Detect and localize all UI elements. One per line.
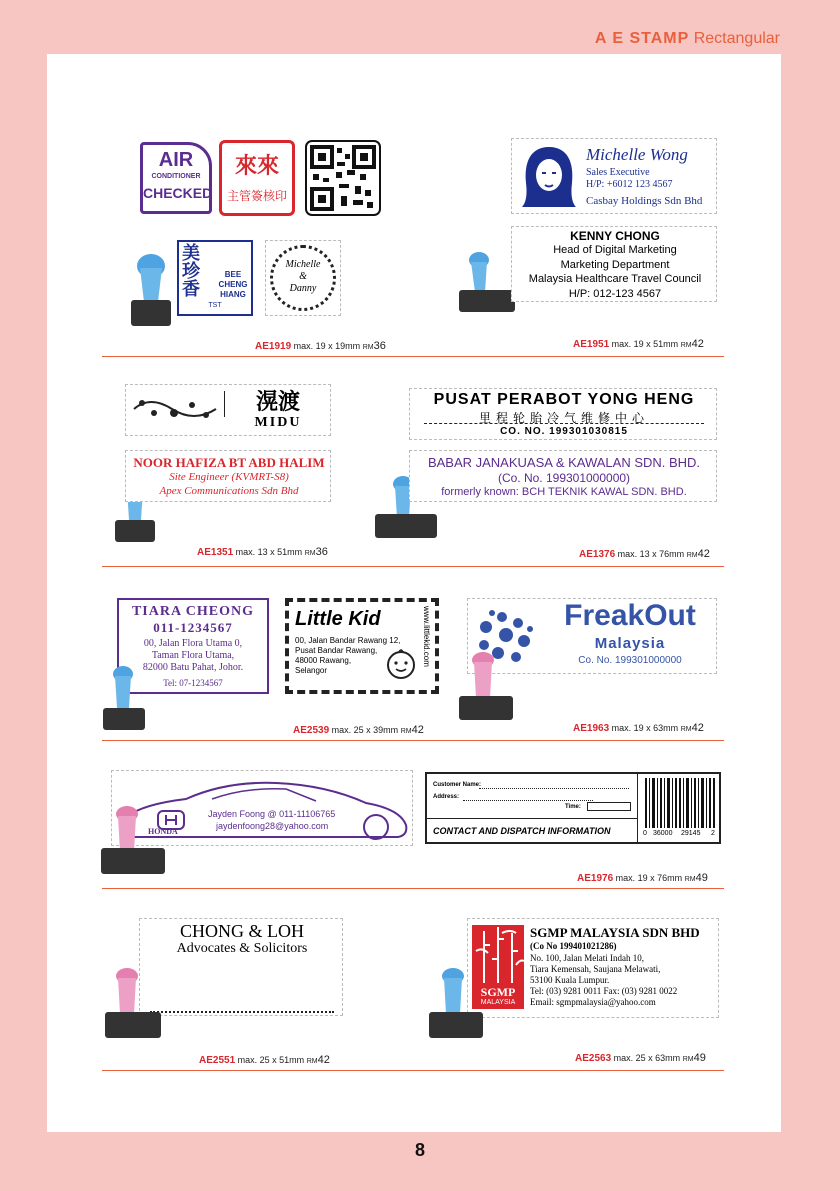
chongloh-sub: Advocates & Solicitors xyxy=(176,941,308,956)
stamp-kenny-chong xyxy=(511,226,717,302)
barcode-digit-lead: 0 xyxy=(643,830,647,837)
sgmp-co-no: (Co No 199401021286) xyxy=(530,941,617,951)
tiara-addr2: Taman Flora Utama, xyxy=(151,650,235,661)
barcode-digits-right: 29145 xyxy=(681,830,701,837)
caption-ae1919: AE1919 max. 19 x 19mm RM36 xyxy=(255,340,386,352)
customer-name-label: Customer Name: xyxy=(433,782,482,788)
checked-text: CHECKED xyxy=(143,185,213,201)
stamp-handle-blue xyxy=(99,664,151,734)
barcode-digit-check: 2 xyxy=(711,830,715,837)
stamp-michelle-danny-round xyxy=(265,240,341,316)
conditioner-text: CONDITIONER xyxy=(151,173,201,180)
littlekid-addr1: 00, Jalan Bandar Rawang 12, xyxy=(295,636,401,645)
barcode-icon xyxy=(645,778,715,828)
littlekid-addr2: Pusat Bandar Rawang, xyxy=(295,646,378,655)
page-number: 8 xyxy=(414,1140,425,1160)
stamp-handle-pink xyxy=(99,804,169,878)
michelle-text: Michelle xyxy=(285,259,321,270)
sgmp-email: Email: sgmpmalaysia@yahoo.com xyxy=(530,997,656,1007)
chongloh-name: CHONG & LOH xyxy=(180,921,304,941)
floral-ornament-icon xyxy=(130,391,220,427)
freakout-malaysia: Malaysia xyxy=(594,635,666,652)
stamp-bee-cheng-hiang: 美 珍 香 BEE CHENG HIANG TST xyxy=(177,240,253,316)
caption-ae1976: AE1976 max. 19 x 76mm RM49 xyxy=(577,872,708,884)
kenny-dept: Marketing Department xyxy=(560,259,670,271)
tiara-addr1: 00, Jalan Flora Utama 0, xyxy=(143,638,243,649)
stamp-midu xyxy=(125,384,331,436)
noor-title: Site Engineer (KVMRT-S8) xyxy=(169,471,289,483)
row-separator xyxy=(102,356,724,357)
baby-face-icon xyxy=(383,648,419,680)
babar-name: BABAR JANAKUASA & KAWALAN SDN. BHD. xyxy=(427,455,701,470)
little-kid-logo: Little Kid xyxy=(295,608,381,630)
stamp-chinese-red xyxy=(219,140,295,216)
sales-exec-text: Sales Executive xyxy=(586,167,650,178)
stamp-handle-blue xyxy=(125,250,177,330)
tiara-name: TIARA CHEONG xyxy=(131,604,255,619)
caption-ae1376: AE1376 max. 13 x 76mm RM42 xyxy=(579,548,710,560)
brand-name: A E STAMP xyxy=(594,30,690,47)
cheng-text: CHENG xyxy=(218,280,248,289)
sgmp-logo-text: SGMP xyxy=(480,985,516,999)
row-separator xyxy=(102,1070,724,1071)
babar-co-no: (Co. No. 199301000000) xyxy=(497,471,631,485)
sgmp-addr3: 53100 Kuala Lumpur. xyxy=(530,975,610,985)
honda-email: jaydenfoong28@yahoo.com xyxy=(216,821,329,831)
catalog-sheet xyxy=(47,54,781,1132)
stamp-chong-loh xyxy=(139,918,343,1016)
stamp-handle-blue xyxy=(459,250,515,316)
babar-formerly: formerly known: BCH TEKNIK KAWAL SDN. BHD. xyxy=(441,486,687,498)
caption-ae1351: AE1351 max. 13 x 51mm RM36 xyxy=(197,546,328,558)
stamp-qr-code xyxy=(305,140,381,216)
danny-text: Danny xyxy=(289,283,317,294)
stamp-michelle-wong xyxy=(511,138,717,214)
caption-ae2551: AE2551 max. 25 x 51mm RM42 xyxy=(199,1054,330,1066)
hiang-text: HIANG xyxy=(220,290,246,299)
row-separator xyxy=(102,888,724,889)
michelle-wong-name: Michelle Wong xyxy=(586,145,688,164)
stamp-handle-pink xyxy=(101,966,165,1042)
dispatch-title: CONTACT AND DISPATCH INFORMATION xyxy=(433,826,611,836)
sgmp-name: SGMP MALAYSIA SDN BHD xyxy=(530,925,700,940)
freakout-name: FreakOut xyxy=(564,599,696,632)
row-separator xyxy=(102,566,724,567)
stamp-noor-hafiza xyxy=(125,450,331,502)
caption-ae1951: AE1951 max. 19 x 51mm RM42 xyxy=(573,338,704,350)
sgmp-addr2: Tiara Kemensah, Saujana Melawati, xyxy=(530,964,661,974)
sgmp-tel: Tel: (03) 9281 0011 Fax: (03) 9281 0022 xyxy=(530,986,678,996)
chinese-title: 來來 xyxy=(234,153,279,178)
pusat-chinese: 里程轮胎冷气维修中心 xyxy=(478,411,649,425)
caption-ae2563: AE2563 max. 25 x 63mm RM49 xyxy=(575,1052,706,1064)
littlekid-addr3: 48000 Rawang, xyxy=(295,656,352,665)
barcode-digits-left: 36000 xyxy=(653,830,673,837)
amp-text: & xyxy=(299,271,307,282)
portrait-icon xyxy=(518,143,580,209)
stamp-sgmp xyxy=(467,918,719,1018)
tst-text: TST xyxy=(208,302,222,309)
stamp-babar-janakuasa xyxy=(409,450,717,502)
row-separator xyxy=(102,740,724,741)
stamp-little-kid xyxy=(285,598,439,694)
sgmp-addr1: No. 100, Jalan Melati Indah 10, xyxy=(530,953,644,963)
time-label: Time: xyxy=(565,804,581,810)
tiara-tel: Tel: 07-1234567 xyxy=(163,678,223,688)
tiara-addr3: 82000 Batu Pahat, Johor. xyxy=(142,662,244,673)
noor-company: Apex Communications Sdn Bhd xyxy=(159,485,299,497)
chinese-sub: 主管簽核印 xyxy=(226,189,287,203)
stamp-handle-pink xyxy=(457,650,515,724)
stamp-dispatch-info xyxy=(425,772,721,844)
sgmp-logo-malaysia: MALAYSIA xyxy=(480,999,516,1006)
stamp-pusat-perabot xyxy=(409,388,717,440)
kenny-phone: H/P: 012-123 4567 xyxy=(568,288,662,300)
michelle-phone: H/P: +6012 123 4567 xyxy=(586,179,673,190)
kenny-org: Malaysia Healthcare Travel Council xyxy=(528,273,702,285)
kenny-name: KENNY CHONG xyxy=(570,229,660,243)
tiara-phone: 011-1234567 xyxy=(153,620,233,635)
stamp-handle-blue xyxy=(427,966,485,1042)
casbay-text: Casbay Holdings Sdn Bhd xyxy=(586,195,703,207)
midu-chinese: 滉渡 xyxy=(255,389,300,414)
stamp-air-conditioner xyxy=(138,140,214,216)
noor-name: NOOR HAFIZA BT ABD HALIM xyxy=(133,455,325,470)
pusat-co-no: CO. NO. 199301030815 xyxy=(500,426,628,437)
kenny-title: Head of Digital Marketing xyxy=(553,244,677,256)
qr-code-icon xyxy=(305,140,381,216)
address-label: Address: xyxy=(433,794,460,800)
caption-ae1963: AE1963 max. 19 x 63mm RM42 xyxy=(573,722,704,734)
pusat-title: PUSAT PERABOT YONG HENG xyxy=(433,391,695,408)
bee-text: BEE xyxy=(224,270,242,279)
honda-text: HONDA xyxy=(148,827,178,836)
air-text: AIR xyxy=(158,149,194,171)
midu-text: MIDU xyxy=(254,415,302,430)
littlekid-addr4: Selangor xyxy=(295,666,328,675)
freakout-co-no: Co. No. 199301000000 xyxy=(578,655,682,666)
caption-ae2539: AE2539 max. 25 x 39mm RM42 xyxy=(293,724,424,736)
page-header xyxy=(595,30,780,48)
honda-contact: Jayden Foong @ 011-11106765 xyxy=(208,809,336,819)
littlekid-url: www.littlekid.com xyxy=(422,606,431,667)
category-name: Rectangular xyxy=(693,30,780,47)
